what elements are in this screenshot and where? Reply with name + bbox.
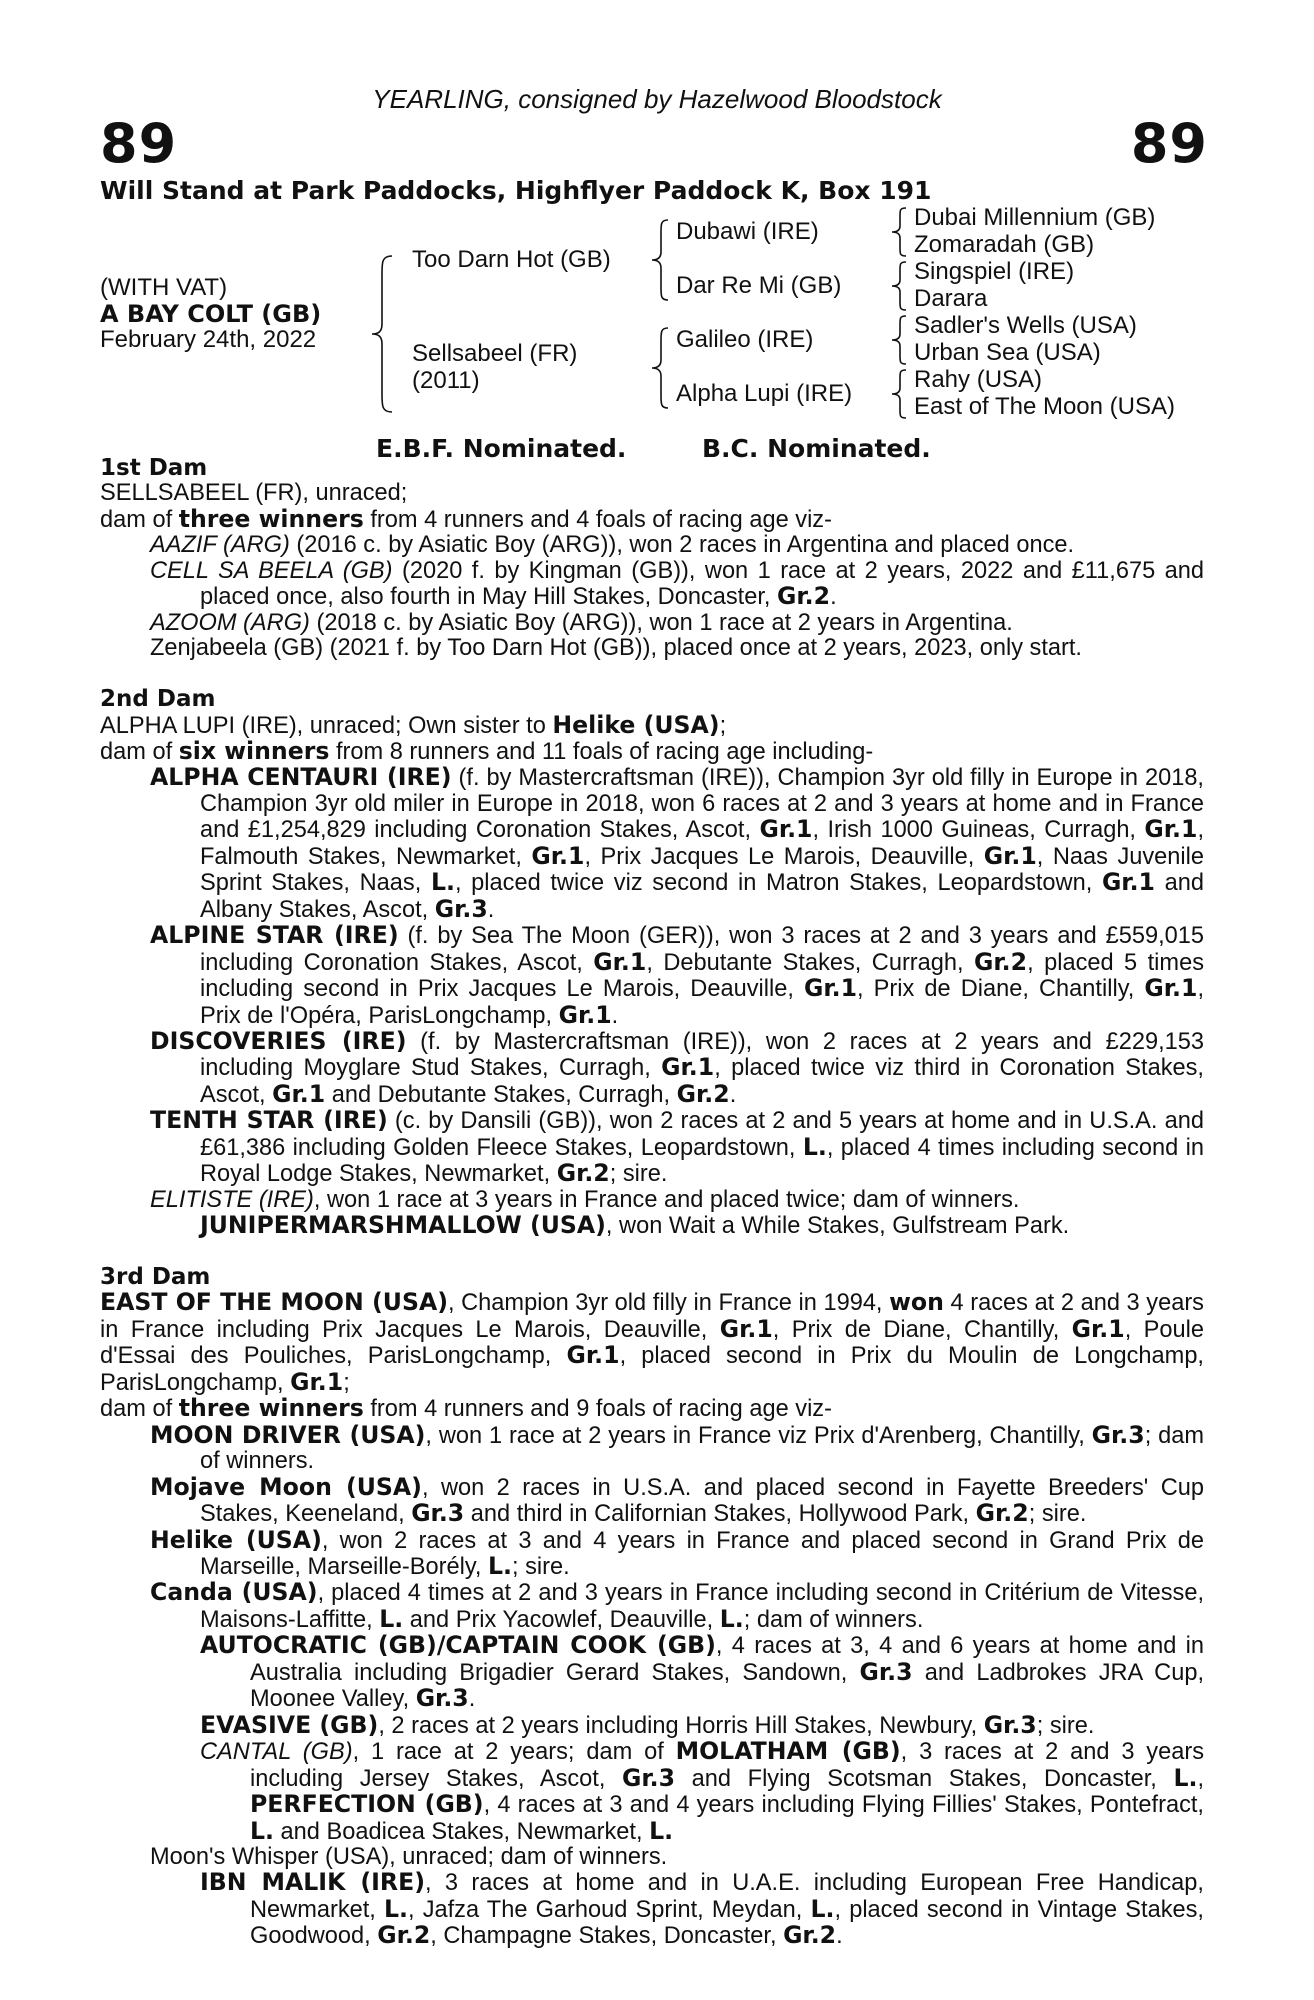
progeny-entry: MOON DRIVER (USA), won 1 race at 2 years in France viz Prix d'Arenberg, Chantilly, Gr.3; dam of winners. [150,1420,1204,1475]
brace-dam [648,326,674,410]
sire-sire: Dubawi (IRE) [676,218,819,245]
progeny-entry: ALPINE STAR (IRE) (f. by Sea The Moon (GER)), won 3 races at 2 and 3 years and £559,015 including Coronation Stakes, Ascot, Gr.1, Debutante Stakes, Curragh, Gr.2, placed 5 times including second in Prix Jacques Le Marois, Deauville, Gr.1, Prix de Diane, Chantilly, Gr.1, Prix de l'Opéra, ParisLongchamp, Gr.1. [150,921,1204,1029]
grandsire-3: Singspiel (IRE) [914,258,1075,285]
progeny-entry: DISCOVERIES (IRE) (f. by Mastercraftsman (IRE)), won 2 races at 2 years and £229,153 including Moyglare Stud Stakes, Curragh, Gr.1, placed twice viz third in Coronation Stakes, Ascot, Gr.1 and Debutante Stakes, Curragh, Gr.2. [150,1026,1204,1108]
progeny-entry: Moon's Whisper (USA), unraced; dam of winners. [150,1843,668,1870]
progeny-entry: TENTH STAR (IRE) (c. by Dansili (GB)), won 2 races at 2 and 5 years at home and in U.S.A. and £61,386 including Golden Fleece Stakes, Leopardstown, L., placed 4 times including second in Royal Lodge Stakes, Newmarket, Gr.2; sire. [150,1106,1204,1188]
dam-year: (2011) [412,367,480,394]
grandsire-2: Zomaradah (GB) [914,231,1095,258]
lot-number-right: 89 [1130,112,1208,175]
sire: Too Darn Hot (GB) [412,246,611,273]
progeny-entry: Helike (USA), won 2 races at 3 and 4 years in France and placed second in Grand Prix de Marseille, Marseille-Borély, L.; sire. [150,1525,1204,1580]
third-dam-heading: 3rd Dam [100,1264,211,1291]
second-dam-heading: 2nd Dam [100,686,216,713]
ebf-nominated: E.B.F. Nominated. [376,434,627,463]
vat-note: (WITH VAT) [100,274,228,301]
grandprogeny-entry: IBN MALIK (IRE), 3 races at home and in U.A.E. including European Free Handicap, Newmarket, L., Jafza The Garhoud Sprint, Meydan, L., placed second in Vintage Stakes, Goodwood, Gr.2, Champagne Stakes, Doncaster, Gr.2. [200,1868,1204,1950]
grandprogeny-entry: AUTOCRATIC (GB)/CAPTAIN COOK (GB), 4 races at 3, 4 and 6 years at home and in Australia including Brigadier Gerard Stakes, Sandown, Gr.3 and Ladbrokes JRA Cup, Moonee Valley, Gr.3. [200,1631,1204,1713]
grandsire-1: Dubai Millennium (GB) [914,204,1156,231]
third-dam-summary: dam of three winners from 4 runners and 9 foals of racing age viz- [100,1394,832,1423]
second-dam-line: ALPHA LUPI (IRE), unraced; Own sister to Helike (USA); [100,710,727,739]
consignment-line: YEARLING, consigned by Hazelwood Bloodstock [372,84,942,114]
progeny-entry: ELITISTE (IRE), won 1 race at 3 years in France and placed twice; dam of winners. [150,1186,1020,1213]
progeny-entry: Zenjabeela (GB) (2021 f. by Too Darn Hot (GB)), placed once at 2 years, 2023, only start. [150,635,1082,662]
stand-location: Will Stand at Park Paddocks, Highflyer Paddock K, Box 191 [100,176,932,205]
grandsire-4: Darara [914,285,988,312]
dam-dam: Alpha Lupi (IRE) [676,380,853,407]
first-dam-summary: dam of three winners from 4 runners and 4 foals of racing age viz- [100,504,832,533]
progeny-entry: CELL SA BEELA (GB) (2020 f. by Kingman (GB)), won 1 race at 2 years, 2022 and £11,675 and placed once, also fourth in May Hill Stakes, Doncaster, Gr.2. [150,557,1204,611]
progeny-entry: Canda (USA), placed 4 times at 2 and 3 years in France including second in Critérium de Vitesse, Maisons-Laffitte, L. and Prix Yacowlef, Deauville, L.; dam of winners. [150,1578,1205,1633]
dam-sire: Galileo (IRE) [676,326,814,353]
second-dam-summary: dam of six winners from 8 runners and 11 foals of racing age including- [100,736,874,765]
first-dam-heading: 1st Dam [100,455,208,481]
grandprogeny-entry: CANTAL (GB), 1 race at 2 years; dam of MOLATHAM (GB), 3 races at 2 and 3 years including Jersey Stakes, Ascot, Gr.3 and Flying Scotsman Stakes, Doncaster, L., PERFECTION (GB), 4 races at 3 and 4 years including Flying Fillies' Stakes, Pontefract, L. and Boadicea Stakes, Newmarket, L. [200,1737,1205,1845]
grandsire-8: East of The Moon (USA) [914,393,1175,420]
dam-history [100,456,1204,1950]
grandprogeny-entry: EVASIVE (GB), 2 races at 2 years including Horris Hill Stakes, Newbury, Gr.3; sire. [200,1710,1095,1739]
brace-g4 [888,368,910,420]
grandprogeny-entry: JUNIPERMARSHMALLOW (USA), won Wait a While Stakes, Gulfstream Park. [200,1211,1070,1240]
progeny-entry: Mojave Moon (USA), won 2 races in U.S.A. and placed second in Fayette Breeders' Cup Stakes, Keeneland, Gr.3 and third in Californian Stakes, Hollywood Park, Gr.2; sire. [150,1472,1204,1528]
lot-number-left: 89 [100,112,178,175]
brace-main [368,254,398,414]
brace-sire [648,218,674,302]
brace-g2 [888,260,910,312]
bc-nominated: B.C. Nominated. [702,434,931,463]
dam: Sellsabeel (FR) [412,340,578,367]
progeny-entry: AAZIF (ARG) (2016 c. by Asiatic Boy (ARG)), won 2 races in Argentina and placed once. [150,532,1075,559]
third-dam-line: EAST OF THE MOON (USA), Champion 3yr old filly in France in 1994, won 4 races at 2 and 3 years in France including Prix Jacques Le Marois, Deauville, Gr.1, Prix de Diane, Chantilly, Gr.1, Poule d'Essai des Pouliches, ParisLongchamp, Gr.1, placed second in Prix du Moulin de Longchamp, ParisLongchamp, Gr.1; [100,1288,1204,1396]
grandsire-7: Rahy (USA) [914,366,1043,393]
grandsire-6: Urban Sea (USA) [914,339,1101,366]
progeny-entry: ALPHA CENTAURI (IRE) (f. by Mastercraftsman (IRE)), Champion 3yr old filly in Europe in 2018, Champion 3yr old miler in Europe in 2018, won 6 races at 2 and 3 years at home and in France and £1,254,829 including Coronation Stakes, Ascot, Gr.1, Irish 1000 Guineas, Curragh, Gr.1, Falmouth Stakes, Newmarket, Gr.1, Prix Jacques Le Marois, Deauville, Gr.1, Naas Juvenile Sprint Stakes, Naas, L., placed twice viz second in Matron Stakes, Leopardstown, Gr.1 and Albany Stakes, Ascot, Gr.3. [150,763,1205,923]
first-dam-line: SELLSABEEL (FR), unraced; [100,480,408,507]
sire-dam: Dar Re Mi (GB) [676,272,842,299]
brace-g3 [888,314,910,366]
foaling-date: February 24th, 2022 [100,326,317,353]
grandsire-5: Sadler's Wells (USA) [914,312,1137,339]
horse-name: A BAY COLT (GB) [100,300,322,328]
brace-g1 [888,206,910,258]
progeny-entry: AZOOM (ARG) (2018 c. by Asiatic Boy (ARG)), won 1 race at 2 years in Argentina. [150,609,1013,636]
